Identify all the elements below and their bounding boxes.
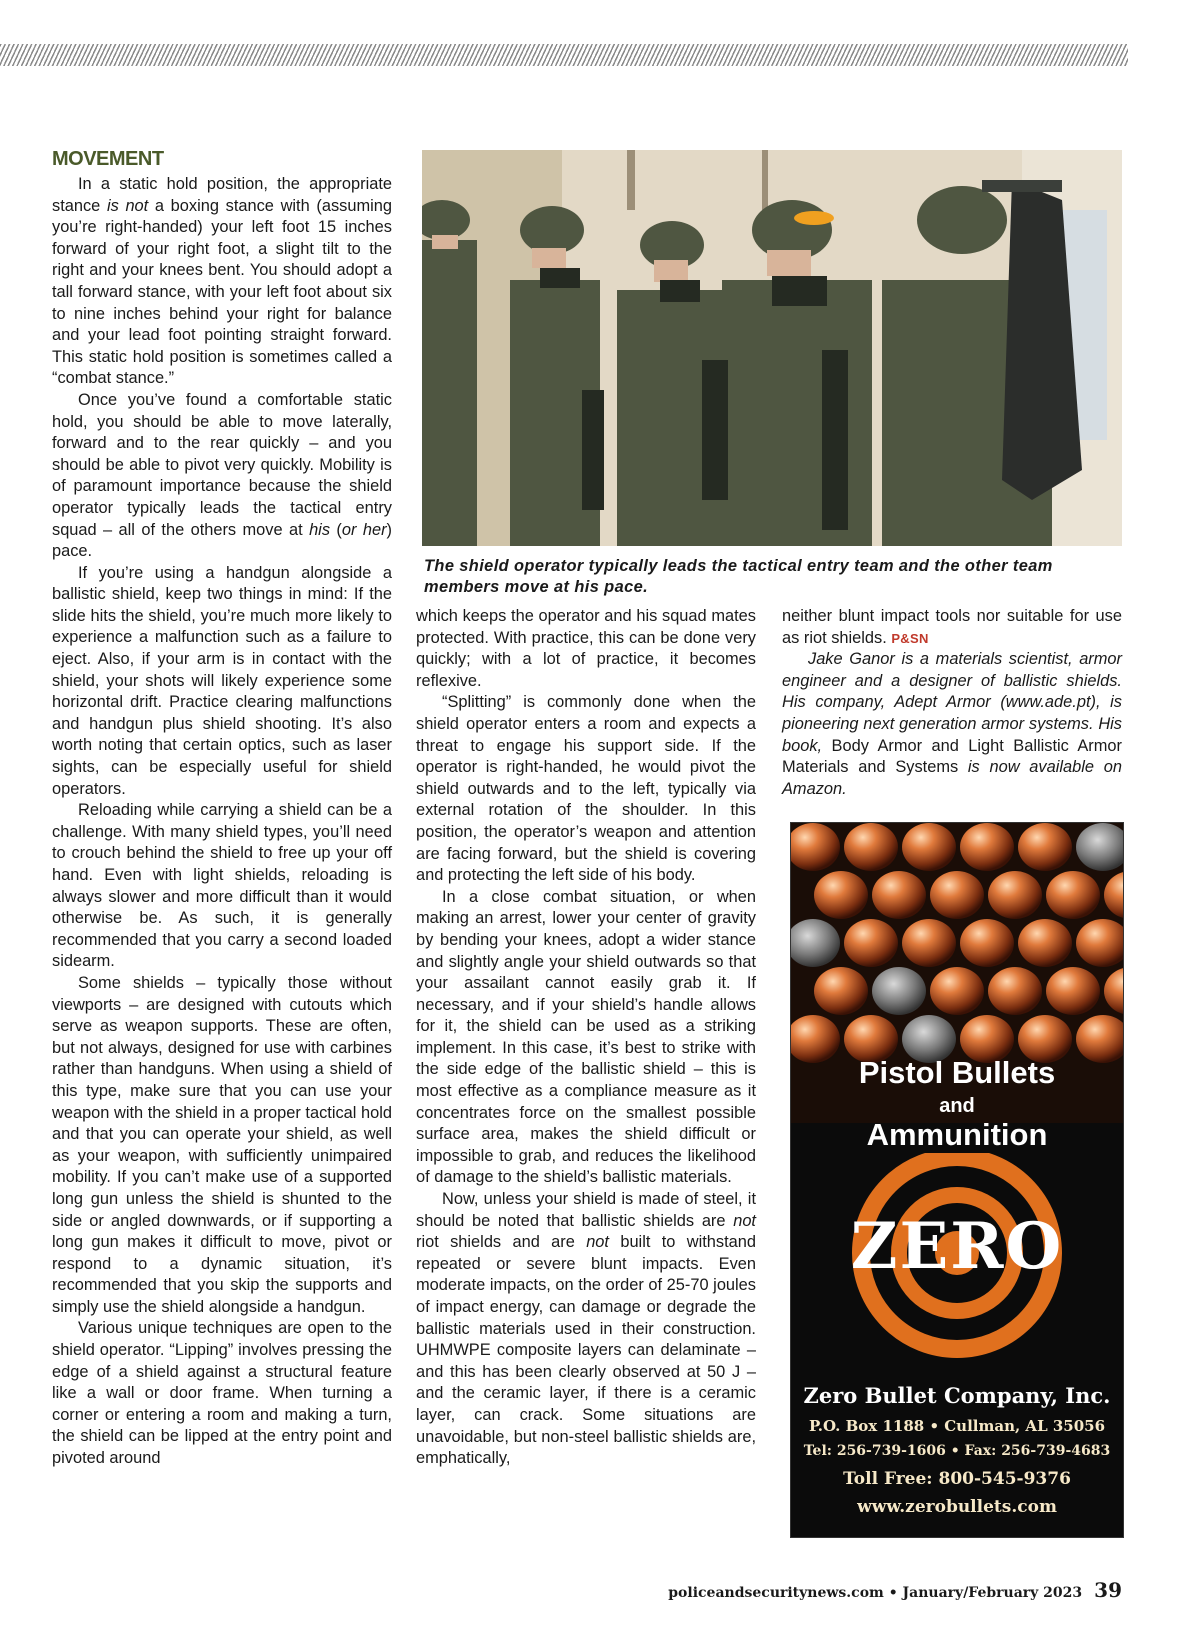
section-heading: MOVEMENT — [52, 148, 164, 170]
tactical-team-photo — [422, 150, 1122, 546]
header-hatch-rule — [0, 44, 1128, 66]
tactical-team-photo-illustration — [422, 150, 1122, 546]
paragraph: Some shields – typically those without viewports – are designed with cutouts which serve as weapon supports. These are often, but not always, designed for use with carbines rather than handguns. When using a shield of this type, make sure that you can use your weapon with the shield in a proper tactical hold and that you can operate your shield, as well as your weapon, with sufficiently unimpaired mobility. If you can’t make use of a supported long gun unless the shield is shunted to the side or angled downwards, or if supporting a long gun makes it difficult to move, pivot or respond to a dynamic situation, it’s recommended that you skip the supports and simply use the shield alongside a handgun. — [52, 973, 392, 1316]
bullet-shape — [1046, 871, 1100, 919]
bullet-shape — [930, 967, 984, 1015]
article-column-2 — [416, 606, 756, 1470]
bullet-shape — [902, 919, 956, 967]
zero-bullets-advertisement[interactable] — [790, 822, 1124, 1538]
bullet-shape — [902, 823, 956, 871]
footer-publication: policeandsecuritynews.com • January/February 2023 — [668, 1585, 1083, 1601]
closing-text: neither blunt impact tools nor suitable for use as riot shields. — [782, 607, 1122, 647]
author-bio: Jake Ganor is a materials scientist, armor engineer and a designer of ballistic shields. His company, Adept Armor (www.ade.pt), is pioneering next generation armor systems. His book, Body Armor and Light Ballistic Armor Materials and Systems is now available on Amazon. — [782, 650, 1122, 798]
article-column-3 — [782, 606, 1122, 800]
bullet-shape — [960, 823, 1014, 871]
closing-paragraph — [782, 606, 1122, 649]
company-name: Zero Bullet Company, Inc. — [803, 1383, 1111, 1408]
page-footer — [668, 1578, 1122, 1602]
end-mark: P&SN — [891, 630, 929, 646]
paragraph: Reloading while carrying a shield can be a challenge. With many shield types, you’ll need to crouch behind the shield to free up your off hand. Even with light shields, reloading is always slower and more difficult than it would otherwise be. As such, it is generally recommended that you carry a second loaded sidearm. — [52, 801, 392, 971]
company-website[interactable]: www.zerobullets.com — [857, 1497, 1057, 1517]
bullet-shape — [988, 967, 1042, 1015]
paragraph: which keeps the operator and his squad mates protected. With practice, this can be done very quickly; with a lot of practice, it becomes reflexive. — [416, 607, 756, 690]
bullet-shape — [1018, 823, 1072, 871]
bullet-shape — [872, 967, 926, 1015]
photo-caption: The shield operator typically leads the tactical entry team and the other team members move at his pace. — [424, 557, 1053, 596]
bullet-shape — [844, 823, 898, 871]
bullet-shape — [814, 871, 868, 919]
article-column-1 — [52, 174, 392, 1470]
bullet-shape — [960, 919, 1014, 967]
paragraph: If you’re using a handgun alongside a ballistic shield, keep two things in mind: If the slide hits the shield, you’re much more likely to experience a malfunction such as a failure to eject. Also, if your arm is in contact with the shield, your shots will likely experience some horizontal drift. Practice clearing malfunctions and handgun plus shield shooting. It’s also worth noting that certain optics, such as laser sights, can be especially useful for shield operators. — [52, 563, 392, 798]
bullet-shape — [930, 871, 984, 919]
paragraph: In a static hold position, the appropriate stance is not a boxing stance with (assuming you’re right-handed) your left foot 15 inches forward of your right foot, a slight tilt to the right and your knees bent. You should adopt a tall forward stance, with your left foot about six to nine inches behind your right for balance and your lead foot pointing straight forward. This static hold position is sometimes called a “combat stance.” — [52, 175, 392, 388]
toll-free-number: Toll Free: 800-545-9376 — [843, 1469, 1071, 1489]
bullet-shape — [988, 871, 1042, 919]
bullet-shape — [872, 871, 926, 919]
paragraph: “Splitting” is commonly done when the shield operator enters a room and expects a threat to engage his support side. If the operator is right-handed, he would pivot the shield outwards and to the left, typically via external rotation of the shoulder. In this position, the operator’s weapon and attention are facing forward, but the shield is covering and protecting the left side of his body. — [416, 693, 756, 885]
brand-name: ZERO — [850, 1209, 1064, 1284]
paragraph: Various unique techniques are open to the shield operator. “Lipping” involves pressing the edge of a shield against a structural feature like a wall or door frame. When turning a corner or entering a room and making a turn, the shield can be lipped at the entry point and pivoted around — [52, 1319, 392, 1468]
ad-headline-line1: Pistol Bullets — [858, 1055, 1056, 1090]
bullet-shape — [1018, 919, 1072, 967]
ad-headline-line2: and — [939, 1095, 975, 1117]
bullet-shape — [844, 919, 898, 967]
page-number: 39 — [1094, 1578, 1122, 1602]
ad-headline-line3: Ammunition — [866, 1117, 1048, 1152]
bullet-shape — [1046, 967, 1100, 1015]
paragraph: Now, unless your shield is made of steel, it should be noted that ballistic shields are not riot shields and are not built to withstand repeated or severe blunt impacts. Even moderate impacts, on the order of 25-70 joules of impact energy, can damage or degrade the ballistic materials used in their construction. UHMWPE composite layers can delaminate – and this has been clearly observed at 50 J – and the ceramic layer, if there is a ceramic layer, can crack. Some situations are unavoidable, but non-steel ballistic shields are, emphatically, — [416, 1190, 756, 1468]
company-address: P.O. Box 1188 • Cullman, AL 35056 — [808, 1417, 1106, 1435]
company-phones: Tel: 256-739-1606 • Fax: 256-739-4683 — [803, 1443, 1111, 1459]
paragraph: In a close combat situation, or when making an arrest, lower your center of gravity by bending your knees, adopt a wider stance and slightly angle your shield outwards so that your assailant cannot easily grab it. If necessary, and if your shield’s handle allows for it, the shield can be used as a striking implement. In this case, it’s best to strike with the side edge of the ballistic shield – this is most effective as a compliance measure as it concentrates force on the smallest possible surface area, makes the shield difficult or impossible to grab, and reduces the likelihood of damage to the shield’s ballistic materials. — [416, 887, 756, 1187]
bullet-shape — [814, 967, 868, 1015]
paragraph: Once you’ve found a comfortable static hold, you should be able to move laterally, forward and to the rear quickly – and you should be able to pivot very quickly. Mobility is of paramount importance because the shield operator typically leads the tactical entry squad – all of the others move at his (or her) pace. — [52, 390, 392, 561]
